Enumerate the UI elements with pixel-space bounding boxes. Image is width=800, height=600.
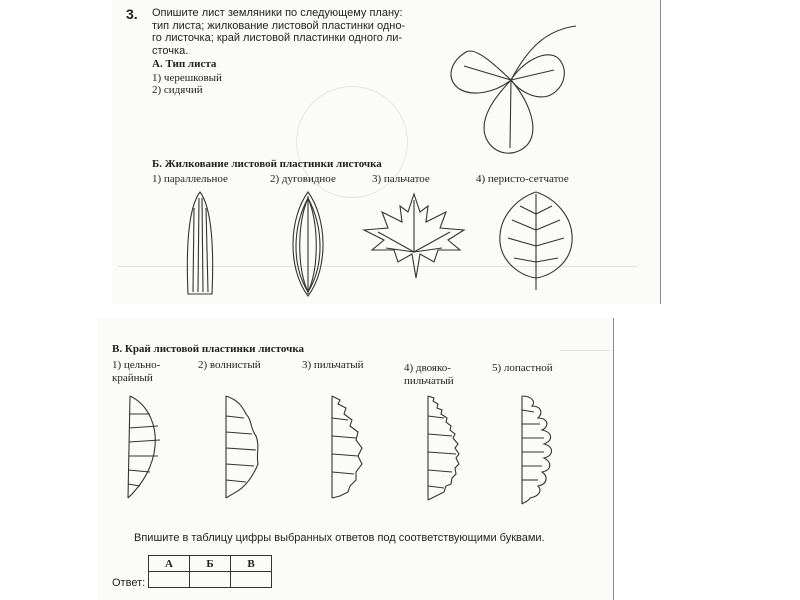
- answer-label: Ответ:: [112, 577, 146, 589]
- section-c-option: [302, 359, 364, 372]
- question-text: [152, 7, 437, 57]
- parallel-venation-leaf: [180, 188, 220, 300]
- serrate-margin-leaf: [326, 390, 376, 505]
- question-number: 3.: [126, 6, 138, 22]
- section-a-option: 2) сидячий: [152, 84, 203, 96]
- section-c-option: [492, 362, 553, 375]
- question-text-line: го листочка; край листовой пластинки одного ли-: [152, 32, 403, 44]
- section-b-option: 1) параллельное: [152, 173, 228, 185]
- answer-table-header: А: [149, 556, 190, 572]
- section-c-option-line: 2) волнистый: [198, 359, 261, 371]
- section-b-option: 4) перисто-сетчатое: [476, 173, 569, 185]
- strawberry-leaf-image: [436, 18, 586, 168]
- section-a-title: А. Тип листа: [152, 58, 217, 70]
- section-c-title: В. Край листовой пластинки листочка: [112, 343, 304, 355]
- question-text-line: сточка.: [152, 44, 189, 57]
- section-b-title: Б. Жилкование листовой пластинки листочка: [152, 158, 382, 170]
- bleed-through-line: [560, 350, 610, 351]
- lobed-margin-leaf: [514, 390, 564, 510]
- palmate-venation-leaf: [354, 190, 474, 282]
- section-c-option-line: крайный: [112, 372, 153, 384]
- double-serrate-margin-leaf: [422, 390, 472, 505]
- arcuate-venation-leaf: [283, 188, 333, 300]
- section-c-option-line: 4) двояко-: [404, 362, 451, 374]
- question-text-line: тип листа; жилкование листовой пластинки одно-: [152, 19, 406, 32]
- section-c-option-line: 1) цельно-: [112, 359, 161, 371]
- section-b-option: 2) дуговидное: [270, 173, 336, 185]
- answer-instructions: Впишите в таблицу цифры выбранных ответов под соответствующими буквами.: [134, 532, 545, 544]
- answer-table-header: В: [231, 556, 272, 572]
- answer-table-header: Б: [190, 556, 231, 572]
- pinnate-venation-leaf: [494, 186, 578, 294]
- answer-cell-b[interactable]: [190, 572, 231, 588]
- wavy-margin-leaf: [220, 390, 270, 505]
- section-c-option: [112, 359, 160, 385]
- section-c-option-line: 3) пильчатый: [302, 359, 364, 371]
- section-c-option: [404, 362, 454, 388]
- section-c-option-line: пильчатый: [404, 375, 454, 387]
- section-a-option: 1) черешковый: [152, 72, 222, 84]
- entire-margin-leaf: [120, 390, 170, 505]
- question-text-line: Опишите лист земляники по следующему плану:: [152, 7, 403, 19]
- answer-cell-a[interactable]: [149, 572, 190, 588]
- answer-cell-c[interactable]: [231, 572, 272, 588]
- section-c-option-line: 5) лопастной: [492, 362, 553, 374]
- answer-table: [148, 555, 272, 588]
- section-b-option: 3) пальчатое: [372, 173, 430, 185]
- section-c-option: [198, 359, 261, 372]
